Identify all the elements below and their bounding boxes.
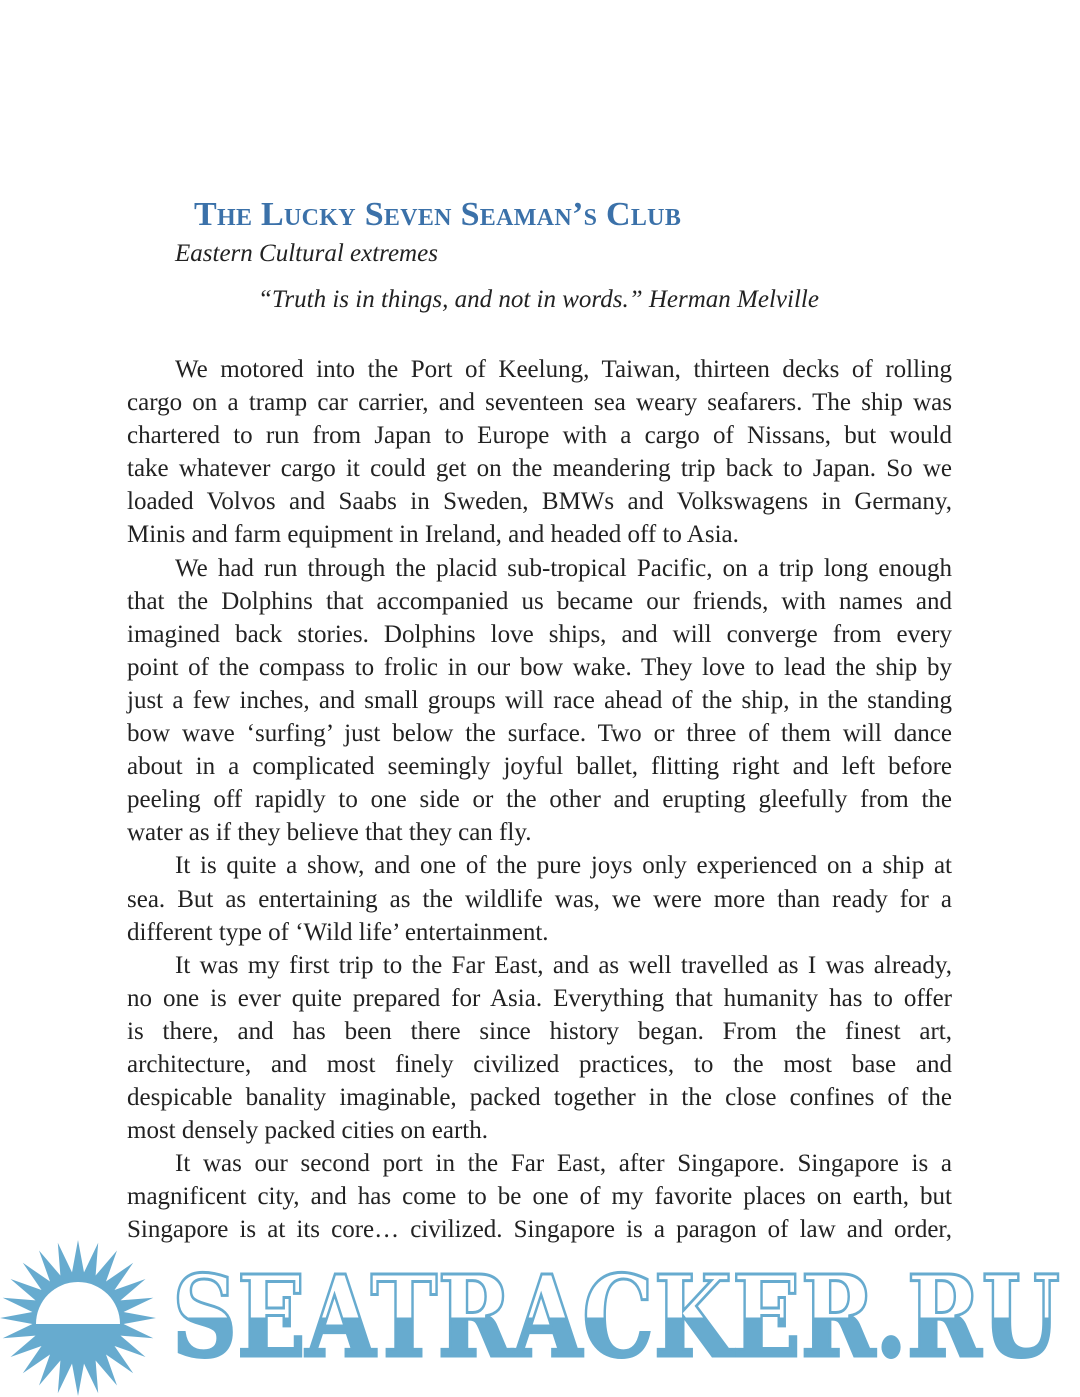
- text-line: is there, and has been there since history began. From the finest art,: [127, 1017, 952, 1045]
- text-line: magnificent city, and has come to be one of my favorite places on earth, but: [127, 1183, 952, 1211]
- text-line: peeling off rapidly to one side or the other and erupting gleefully from the: [127, 786, 952, 814]
- text-line: cargo on a tramp car carrier, and seventeen sea weary seafarers. The ship was: [127, 389, 952, 417]
- text-line: despicable banality imaginable, packed together in the close confines of the: [127, 1084, 952, 1112]
- text-line: water as if they believe that they can fly.: [127, 819, 532, 847]
- text-line: Minis and farm equipment in Ireland, and headed off to Asia.: [127, 521, 739, 549]
- text-line: about in a complicated seemingly joyful ballet, flitting right and left before: [127, 753, 952, 781]
- text-line: no one is ever quite prepared for Asia. Everything that humanity has to offer: [127, 984, 952, 1012]
- text-line: loaded Volvos and Saabs in Sweden, BMWs and Volkswagens in Germany,: [127, 488, 952, 516]
- text-line: architecture, and most finely civilized practices, to the most base and: [127, 1050, 952, 1078]
- watermark-text: SEATRACKER.RU: [172, 1252, 1060, 1383]
- text-line: just a few inches, and small groups will race ahead of the ship, in the standing: [127, 686, 952, 714]
- chapter-subtitle: Eastern Cultural extremes: [175, 240, 438, 267]
- text-line: We motored into the Port of Keelung, Taiwan, thirteen decks of rolling: [175, 356, 952, 383]
- text-line: We had run through the placid sub-tropical Pacific, on a trip long enough: [175, 554, 952, 582]
- text-line: take whatever cargo it could get on the meandering trip back to Japan. So we: [127, 455, 952, 483]
- text-line: It was our second port in the Far East, after Singapore. Singapore is a: [175, 1150, 952, 1178]
- text-line: It is quite a show, and one of the pure joys only experienced on a ship at: [175, 852, 952, 880]
- body-text: [127, 353, 952, 1247]
- text-line: chartered to run from Japan to Europe with a cargo of Nissans, but would: [127, 422, 952, 450]
- text-line: Singapore is at its core… civilized. Singapore is a paragon of law and order,: [127, 1216, 952, 1244]
- sun-logo-icon: [0, 1240, 156, 1396]
- chapter-title: The Lucky Seven Seaman’s Club: [194, 196, 682, 233]
- seatracker-watermark: [0, 1238, 1080, 1397]
- text-line: that the Dolphins that accompanied us became our friends, with names and: [127, 587, 952, 615]
- text-line: sea. But as entertaining as the wildlife was, we were more than ready for a: [127, 885, 952, 913]
- text-line: most densely packed cities on earth.: [127, 1117, 488, 1145]
- text-line: different type of ‘Wild life’ entertainment.: [127, 918, 549, 946]
- text-line: imagined back stories. Dolphins love ships, and will converge from every: [127, 620, 952, 648]
- text-line: It was my first trip to the Far East, and as well travelled as I was already,: [175, 951, 952, 979]
- epigraph: “Truth is in things, and not in words.” Herman Melville: [258, 286, 819, 313]
- text-line: point of the compass to frolic in our bow wake. They love to lead the ship by: [127, 653, 952, 681]
- text-line: bow wave ‘surfing’ just below the surface. Two or three of them will dance: [127, 720, 952, 748]
